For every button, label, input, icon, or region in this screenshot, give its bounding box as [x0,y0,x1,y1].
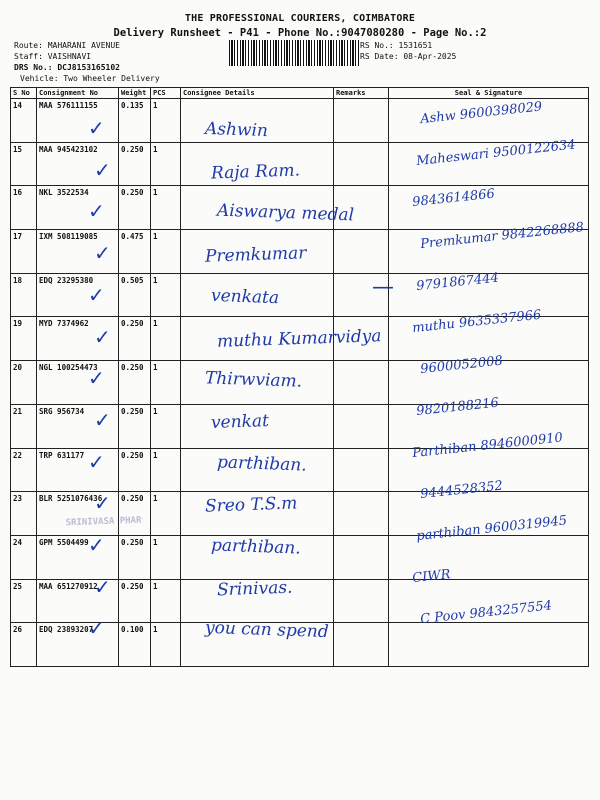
page-title: THE PROFESSIONAL COURIERS, COIMBATORE [184,13,416,24]
col-consignee: Consignee Details [181,88,334,99]
delivered-tick-icon: ✓ [94,491,111,516]
signature-handwritten: Maheswari 9500122634 [415,137,577,169]
row-sno: 21 [11,404,37,448]
col-weight: Weight [119,88,151,99]
delivered-tick-icon: ✓ [88,116,105,140]
rs-no: RS No.: 1531651 [360,41,433,50]
drs-value: DCJ8153165102 [57,63,120,72]
row-consignment: EDQ 23295380 [37,273,119,317]
row-weight: 0.100 [119,623,151,667]
delivered-tick-icon: ✓ [94,157,111,182]
signature-handwritten: Parthiban 8946000910 [411,429,564,461]
signature-handwritten: Premkumar 9842268888 [419,220,585,253]
consignee-name-handwritten: muthu Kumarvidya [216,325,382,352]
delivered-tick-icon: ✓ [94,241,111,266]
row-pcs: 1 [151,99,181,143]
row-sno: 25 [11,579,37,623]
row-remarks [334,404,389,448]
row-remarks [334,142,389,186]
signature-handwritten: 9843614866 [411,186,496,211]
row-remarks [334,579,389,623]
row-consignment: MAA 576111155 [37,99,119,143]
consignee-name-handwritten: Sreo T.S.m [204,493,298,517]
row-weight: 0.250 [119,448,151,492]
row-pcs: 1 [151,404,181,448]
row-remarks [334,448,389,492]
row-pcs: 1 [151,448,181,492]
signature-handwritten: 9791867444 [415,270,500,294]
consignee-name-handwritten: parthiban. [216,452,308,476]
row-pcs: 1 [151,230,181,274]
row-sno: 16 [11,186,37,230]
consignee-name-handwritten: Thirwviam. [204,368,303,392]
row-remarks [334,535,389,579]
col-pcs: PCS [151,88,181,99]
row-weight: 0.135 [119,99,151,143]
consignee-name-handwritten: parthiban. [210,535,302,559]
row-consignment: MYD 7374962 [37,317,119,361]
delivered-tick-icon: ✓ [88,366,105,391]
remarks-dash: — [372,274,394,300]
row-weight: 0.250 [119,492,151,536]
signature-handwritten: 9444528352 [419,478,504,503]
staff-label: Staff: [14,52,43,61]
row-pcs: 1 [151,492,181,536]
drs-label: DRS No.: [14,63,53,72]
row-remarks [334,623,389,667]
col-sno: S No [11,88,37,99]
delivered-tick-icon: ✓ [88,449,105,474]
col-signature: Seal & Signature [389,88,589,99]
consignee-name-handwritten: Raja Ram. [210,160,301,184]
consignee-name-handwritten: Premkumar [204,243,307,267]
row-weight: 0.250 [119,535,151,579]
route: Route: MAHARANI AVENUE [14,41,120,50]
row-sno: 17 [11,230,37,274]
row-remarks [334,99,389,143]
signature-handwritten: CIWR [411,566,452,586]
row-consignment: BLR 5251076436 [37,492,119,536]
delivered-tick-icon: ✓ [94,324,111,349]
stamp [65,514,196,553]
row-weight: 0.505 [119,273,151,317]
rs-date: RS Date: 08-Apr-2025 [360,52,457,61]
row-remarks [334,361,389,405]
row-sno: 15 [11,142,37,186]
row-consignment: IXM 508119085 [37,230,119,274]
row-pcs: 1 [151,273,181,317]
row-consignment: MAA 945423102 [37,142,119,186]
staff-value: VAISHNAVI [47,52,92,61]
page-subtitle: Delivery Runsheet - P41 - Phone No.:9047080280 - Page No.:2 [113,27,487,39]
row-weight: 0.250 [119,317,151,361]
row-remarks [334,230,389,274]
signature-handwritten: Ashw 9600398029 [419,99,543,128]
signature-handwritten: parthiban 9600319945 [415,513,568,545]
row-weight: 0.250 [119,186,151,230]
consignee-name-handwritten: venkata [210,285,280,308]
vehicle: Vehicle: Two Wheeler Delivery [20,74,160,83]
delivered-tick-icon: ✓ [94,574,111,599]
row-weight: 0.250 [119,361,151,405]
row-pcs: 1 [151,623,181,667]
row-consignment: SRG 956734 [37,404,119,448]
row-sno: 18 [11,273,37,317]
table-header [11,88,589,99]
row-pcs: 1 [151,142,181,186]
row-signature [389,623,589,667]
row-sno: 22 [11,448,37,492]
row-weight: 0.475 [119,230,151,274]
row-sno: 24 [11,535,37,579]
delivered-tick-icon: ✓ [88,282,105,307]
row-weight: 0.250 [119,579,151,623]
row-pcs: 1 [151,535,181,579]
col-consignment: Consignment No [37,88,119,99]
row-pcs: 1 [151,186,181,230]
consignee-name-handwritten: Srinivas. [216,577,293,600]
row-pcs: 1 [151,361,181,405]
row-consignment: MAA 651270912 [37,579,119,623]
row-sno: 14 [11,99,37,143]
signature-handwritten: muthu 9635337966 [411,307,543,336]
consignee-name-handwritten: venkat [210,410,270,433]
delivered-tick-icon: ✓ [88,199,105,224]
consignee-name-handwritten: Aiswarya medal [216,201,355,226]
delivered-tick-icon: ✓ [88,616,105,641]
row-weight: 0.250 [119,404,151,448]
row-sno: 19 [11,317,37,361]
row-sno: 23 [11,492,37,536]
col-remarks: Remarks [334,88,389,99]
row-consignment: GPM 5504499 [37,535,119,579]
row-consignment: EDQ 23893207 [37,623,119,667]
row-consignment: NGL 100254473 [37,361,119,405]
signature-handwritten: 9820188216 [415,395,500,419]
staff [14,51,91,62]
row-sno: 26 [11,623,37,667]
drs [14,62,120,73]
signature-handwritten: 9600052008 [419,353,504,378]
stamp-text: SRINIVASA PHAR [65,515,142,529]
row-consignment: TRP 631177 [37,448,119,492]
row-sno: 20 [11,361,37,405]
row-consignment: NKL 3522534 [37,186,119,230]
consignee-name-handwritten: Ashwin [204,118,269,142]
consignee-name-handwritten: you can spend [204,618,330,643]
delivered-tick-icon: ✓ [94,407,111,432]
row-pcs: 1 [151,579,181,623]
row-remarks [334,492,389,536]
row-pcs: 1 [151,317,181,361]
row-weight: 0.250 [119,142,151,186]
barcode [229,40,359,66]
signature-handwritten: C Poov 9843257554 [419,598,553,628]
delivered-tick-icon: ✓ [88,533,105,557]
